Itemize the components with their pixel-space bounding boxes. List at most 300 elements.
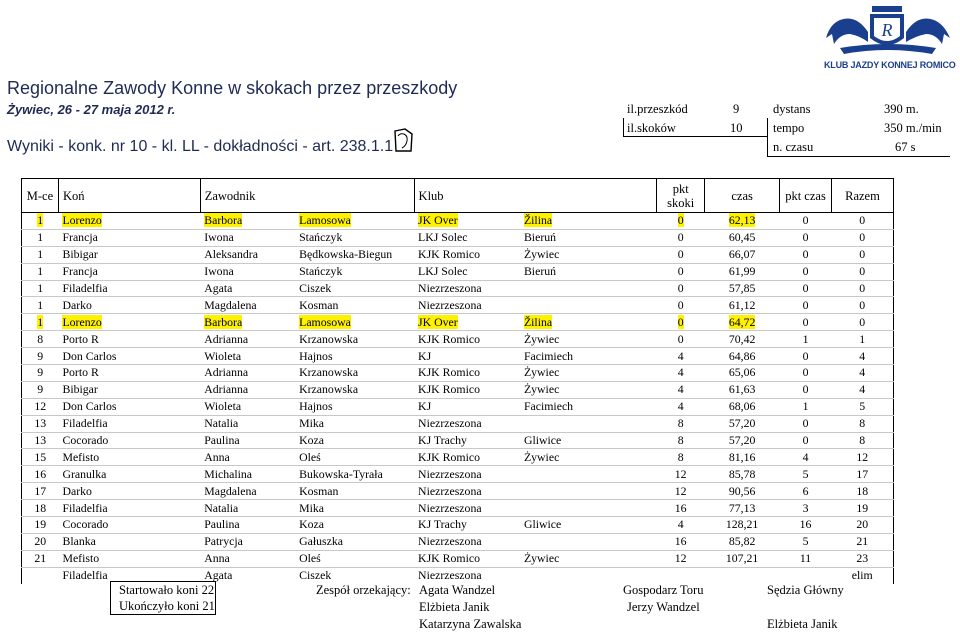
- club-city-cell: [520, 466, 657, 483]
- time-points-cell: [780, 567, 832, 583]
- horse-cell: [58, 466, 200, 483]
- time-cell: [705, 348, 780, 365]
- rider-first-name: Iwona: [204, 230, 234, 245]
- rider-first-name: Adrianna: [204, 365, 249, 380]
- horse: Darko: [62, 297, 92, 312]
- club-city-cell: [520, 500, 657, 517]
- club-name: KJ Trachy: [418, 433, 467, 448]
- rider-first-name: Natalia: [204, 500, 239, 515]
- col-pkt-jumps: pkt skoki: [657, 179, 705, 213]
- time: 85,82: [728, 534, 756, 549]
- time-cell: [705, 415, 780, 432]
- horse-cell: [58, 331, 200, 348]
- jump-points-cell: [657, 348, 705, 365]
- place-cell: [22, 213, 59, 230]
- place: 9: [37, 382, 44, 397]
- rider-first-name-cell: [200, 365, 295, 382]
- club-city: Žilina: [523, 314, 553, 329]
- horse-cell: [58, 246, 200, 263]
- rider-last-name: Ciszek: [299, 568, 332, 583]
- time-points-cell: [780, 415, 832, 432]
- club-city: Żywiec: [523, 365, 560, 380]
- jump-points: 12: [674, 551, 687, 566]
- col-time: czas: [705, 179, 780, 213]
- rider-last-name: Stańczyk: [299, 230, 343, 245]
- jump-points: 4: [677, 348, 684, 363]
- total: 0: [859, 281, 866, 295]
- rider-first-name: Michalina: [204, 466, 253, 481]
- jump-points-cell: [657, 314, 705, 331]
- club-city-cell: [520, 297, 657, 314]
- rider-last-name: Krzanowska: [299, 331, 359, 346]
- jump-points-cell: [657, 483, 705, 500]
- tempo-value: 350 m./min: [884, 121, 942, 135]
- table-row: [22, 449, 894, 466]
- rider-first-name-cell: [200, 517, 295, 534]
- rider-first-name: Magdalena: [204, 297, 257, 312]
- place: 21: [34, 551, 47, 566]
- place-cell: [22, 331, 59, 348]
- distance-label: dystans: [773, 102, 811, 116]
- place: 19: [34, 517, 47, 532]
- horse-cell: [58, 415, 200, 432]
- jump-points: 8: [677, 416, 684, 431]
- time-cell: [705, 246, 780, 263]
- chief-judge-name: Elżbieta Janik: [767, 617, 838, 631]
- club-name: KJK Romico: [418, 551, 480, 566]
- rider-first-name-cell: [200, 483, 295, 500]
- total-cell: [831, 213, 893, 230]
- club-name-cell: [414, 280, 520, 297]
- club-name-cell: [414, 246, 520, 263]
- time-cell: [705, 365, 780, 382]
- rider-last-name: Lamosowa: [299, 213, 351, 228]
- place-cell: [22, 348, 59, 365]
- total: 0: [859, 213, 866, 228]
- rider-first-name-cell: [200, 500, 295, 517]
- total-cell: [831, 297, 893, 314]
- rider-first-name-cell: [200, 246, 295, 263]
- place: 8: [37, 331, 44, 346]
- jump-points-cell: [657, 365, 705, 382]
- rider-first-name: Adrianna: [204, 382, 249, 397]
- table-row: [22, 297, 894, 314]
- place: 1: [37, 247, 44, 262]
- distance-value: 390 m.: [884, 102, 919, 116]
- time-points-cell: [780, 213, 832, 230]
- club-city-cell: [520, 365, 657, 382]
- club-city-cell: [520, 398, 657, 415]
- jump-points-cell: [657, 263, 705, 280]
- club-name-cell: [414, 348, 520, 365]
- jump-points: 16: [674, 500, 687, 515]
- horse-cell: [58, 280, 200, 297]
- club-city-cell: [520, 449, 657, 466]
- horse: Darko: [62, 483, 92, 498]
- rider-first-name: Patrycja: [204, 534, 243, 549]
- table-row: [22, 263, 894, 280]
- jump-points: 0: [677, 314, 684, 329]
- page-title: Regionalne Zawody Konne w skokach przez przeszkody: [7, 78, 458, 98]
- time-points: 0: [802, 247, 809, 262]
- rider-last-name: Lamosowa: [299, 314, 351, 329]
- time-points-cell: [780, 263, 832, 280]
- rider-last-name-cell: [295, 331, 414, 348]
- time: 90,56: [728, 483, 756, 498]
- time: 57,85: [728, 281, 756, 295]
- col-club: Klub: [414, 179, 657, 213]
- horse-cell: [58, 500, 200, 517]
- horse-count-box: [110, 581, 216, 615]
- club-city-cell: [520, 567, 657, 583]
- jump-points: 0: [677, 281, 684, 295]
- time: 57,20: [728, 416, 756, 431]
- club-city-cell: [520, 533, 657, 550]
- time-points: 11: [799, 551, 812, 566]
- time: 81,16: [728, 449, 756, 464]
- time: 70,42: [728, 331, 756, 346]
- time-cell: [705, 517, 780, 534]
- place-cell: [22, 567, 59, 583]
- club-city: Żywiec: [523, 449, 560, 464]
- jump-points: 8: [677, 433, 684, 448]
- club-name: Niezrzeszona: [418, 281, 482, 295]
- horse: Cocorado: [62, 433, 109, 448]
- total-cell: [831, 415, 893, 432]
- table-row: [22, 483, 894, 500]
- rider-last-name: Bukowska-Tyrała: [299, 466, 383, 481]
- time-cell: [705, 500, 780, 517]
- col-horse: Koń: [58, 179, 200, 213]
- time-points-cell: [780, 314, 832, 331]
- horse: Mefisto: [62, 449, 100, 464]
- svg-text:R: R: [881, 20, 893, 40]
- club-name-cell: [414, 466, 520, 483]
- total-cell: [831, 280, 893, 297]
- horse-cell: [58, 381, 200, 398]
- time: 64,72: [728, 314, 756, 329]
- tempo-label: tempo: [773, 121, 805, 135]
- club-city-cell: [520, 550, 657, 567]
- logo-text: KLUB JAZDY KONNEJ ROMICO: [824, 60, 956, 70]
- place-cell: [22, 415, 59, 432]
- rider-last-name-cell: [295, 466, 414, 483]
- rider-last-name-cell: [295, 533, 414, 550]
- jump-points: 4: [677, 382, 684, 397]
- jury-label: Zespół orzekający:: [316, 583, 411, 597]
- rider-first-name: Paulina: [204, 517, 240, 532]
- place-cell: [22, 500, 59, 517]
- rider-first-name: Wioleta: [204, 399, 242, 414]
- jump-points-cell: [657, 213, 705, 230]
- club-name-cell: [414, 365, 520, 382]
- club-city: Žilina: [523, 213, 553, 228]
- results-table: [21, 178, 894, 584]
- total-cell: [831, 398, 893, 415]
- table-row: [22, 500, 894, 517]
- time-cell: [705, 432, 780, 449]
- place: 1: [37, 314, 44, 329]
- total: 1: [859, 331, 866, 346]
- rider-last-name-cell: [295, 483, 414, 500]
- time-cell: [705, 398, 780, 415]
- place-cell: [22, 280, 59, 297]
- rider-first-name-cell: [200, 314, 295, 331]
- rider-first-name-cell: [200, 550, 295, 567]
- time-points-cell: [780, 432, 832, 449]
- rider-first-name-cell: [200, 331, 295, 348]
- total: 8: [859, 433, 866, 448]
- jump-points-cell: [657, 449, 705, 466]
- jump-points: 0: [677, 331, 684, 346]
- club-city-cell: [520, 280, 657, 297]
- jump-points-cell: [657, 432, 705, 449]
- club-name: Niezrzeszona: [418, 483, 482, 498]
- rider-first-name-cell: [200, 229, 295, 246]
- club-name: Niezrzeszona: [418, 466, 482, 481]
- total-cell: [831, 483, 893, 500]
- club-name: Niezrzeszona: [418, 568, 482, 583]
- time-points: 3: [802, 500, 809, 515]
- horse: Filadelfia: [62, 500, 108, 515]
- place: 1: [37, 213, 44, 228]
- table-row: [22, 213, 894, 230]
- rider-last-name: Kosman: [299, 483, 339, 498]
- club-name-cell: [414, 297, 520, 314]
- place-cell: [22, 365, 59, 382]
- time-points: 0: [802, 297, 809, 312]
- chief-judge-label: Sędzia Główny: [767, 583, 844, 597]
- club-city: Żywiec: [523, 247, 560, 262]
- total: 0: [859, 297, 866, 312]
- time-points-cell: [780, 550, 832, 567]
- jumps-value: 10: [730, 121, 743, 135]
- club-city: Żywiec: [523, 331, 560, 346]
- rider-first-name-cell: [200, 432, 295, 449]
- rider-last-name: Krzanowska: [299, 382, 359, 397]
- time: 68,06: [728, 399, 756, 414]
- time-points-cell: [780, 500, 832, 517]
- rider-last-name-cell: [295, 550, 414, 567]
- jump-points: 4: [677, 517, 684, 532]
- time-points: 1: [802, 331, 809, 346]
- total: 0: [859, 314, 866, 329]
- jump-points: 12: [674, 466, 687, 481]
- rider-last-name: Koza: [299, 517, 324, 532]
- rider-first-name: Agata: [204, 281, 233, 295]
- jump-points-cell: [657, 381, 705, 398]
- rider-last-name-cell: [295, 280, 414, 297]
- club-city-cell: [520, 517, 657, 534]
- time: 64,86: [728, 348, 756, 363]
- time: 60,45: [728, 230, 756, 245]
- place: 1: [37, 297, 44, 312]
- club-city: Bieruń: [523, 264, 557, 279]
- time-cell: [705, 567, 780, 583]
- rider-first-name-cell: [200, 533, 295, 550]
- time-cell: [705, 550, 780, 567]
- rider-last-name-cell: [295, 567, 414, 583]
- obstacles-label: il.przeszkód: [627, 102, 688, 116]
- club-city: Bieruń: [523, 230, 557, 245]
- total: 5: [859, 399, 866, 414]
- time-points: 0: [802, 365, 809, 380]
- rider-last-name-cell: [295, 229, 414, 246]
- col-total: Razem: [831, 179, 893, 213]
- club-name-cell: [414, 263, 520, 280]
- rider-last-name-cell: [295, 517, 414, 534]
- total: 8: [859, 416, 866, 431]
- time-points-cell: [780, 331, 832, 348]
- horse: Filadelfia: [62, 281, 108, 295]
- total: 0: [859, 230, 866, 245]
- place: 17: [34, 483, 47, 498]
- total: 4: [859, 348, 866, 363]
- time: 61,63: [728, 382, 756, 397]
- total-cell: [831, 246, 893, 263]
- club-name-cell: [414, 517, 520, 534]
- rider-first-name-cell: [200, 449, 295, 466]
- rider-last-name: Mika: [299, 416, 325, 431]
- time: 62,13: [728, 213, 756, 228]
- horse: Granulka: [62, 466, 107, 481]
- jury-member-1: Agata Wandzel: [419, 583, 496, 597]
- time-points: 0: [802, 416, 809, 431]
- total-cell: [831, 229, 893, 246]
- rider-first-name: Adrianna: [204, 331, 249, 346]
- rider-first-name: Anna: [204, 551, 230, 566]
- place: 18: [34, 500, 47, 515]
- rider-first-name-cell: [200, 213, 295, 230]
- rider-first-name: Wioleta: [204, 348, 242, 363]
- club-name: Niezrzeszona: [418, 297, 482, 312]
- horse: Francja: [62, 264, 98, 279]
- time-points-cell: [780, 466, 832, 483]
- club-city-cell: [520, 314, 657, 331]
- time-cell: [705, 466, 780, 483]
- rider-first-name: Barbora: [204, 314, 243, 329]
- table-row: [22, 517, 894, 534]
- rider-last-name: Kosman: [299, 297, 339, 312]
- rider-last-name: Ciszek: [299, 281, 332, 295]
- rider-first-name-cell: [200, 280, 295, 297]
- horse-cell: [58, 449, 200, 466]
- jump-points-cell: [657, 517, 705, 534]
- club-name: KJK Romico: [418, 365, 480, 380]
- time-points: 4: [802, 449, 809, 464]
- rider-first-name: Magdalena: [204, 483, 257, 498]
- jumps-label: il.skoków: [627, 121, 676, 135]
- time-points: 0: [802, 348, 809, 363]
- time: 128,21: [725, 517, 759, 532]
- table-row: [22, 348, 894, 365]
- horse-cell: [58, 517, 200, 534]
- time-points-cell: [780, 533, 832, 550]
- club-logo: [820, 4, 956, 72]
- total-cell: [831, 517, 893, 534]
- rider-last-name: Oleś: [299, 551, 321, 566]
- total: 0: [859, 247, 866, 262]
- club-city-cell: [520, 348, 657, 365]
- horse: Filadelfia: [62, 568, 108, 583]
- time-points-cell: [780, 449, 832, 466]
- total: 18: [856, 483, 869, 498]
- club-name-cell: [414, 331, 520, 348]
- time-cell: [705, 263, 780, 280]
- club-name: KJ: [418, 348, 432, 363]
- total: 17: [856, 466, 869, 481]
- time-cell: [705, 213, 780, 230]
- total-cell: [831, 466, 893, 483]
- club-city-cell: [520, 246, 657, 263]
- club-city: Gliwice: [523, 433, 562, 448]
- total-cell: [831, 500, 893, 517]
- rider-last-name: Stańczyk: [299, 264, 343, 279]
- rider-last-name: Gałuszka: [299, 534, 344, 549]
- rider-last-name-cell: [295, 365, 414, 382]
- rider-last-name: Koza: [299, 433, 324, 448]
- club-name: JK Over: [418, 314, 458, 329]
- rider-last-name-cell: [295, 381, 414, 398]
- total: 23: [856, 551, 869, 566]
- horse: Porto R: [62, 331, 99, 346]
- rider-last-name-cell: [295, 348, 414, 365]
- club-name: KJK Romico: [418, 331, 480, 346]
- time-points-cell: [780, 246, 832, 263]
- time-points: 5: [802, 534, 809, 549]
- place: 20: [34, 534, 47, 549]
- col-place: M-ce: [22, 179, 59, 213]
- time-points: 0: [802, 314, 809, 329]
- club-name: Niezrzeszona: [418, 534, 482, 549]
- time-cell: [705, 381, 780, 398]
- time-points-cell: [780, 517, 832, 534]
- time-points: 0: [802, 382, 809, 397]
- horse-cell: [58, 533, 200, 550]
- jump-points: 16: [674, 534, 687, 549]
- club-name-cell: [414, 449, 520, 466]
- club-name-cell: [414, 213, 520, 230]
- rider-last-name-cell: [295, 432, 414, 449]
- table-row: [22, 229, 894, 246]
- time: 65,06: [728, 365, 756, 380]
- place-cell: [22, 246, 59, 263]
- horse-cell: [58, 263, 200, 280]
- rider-last-name-cell: [295, 398, 414, 415]
- time: 77,13: [728, 500, 756, 515]
- jump-points-cell: [657, 466, 705, 483]
- horse-cell: [58, 432, 200, 449]
- club-name-cell: [414, 567, 520, 583]
- time: 107,21: [725, 551, 759, 566]
- jump-points: 12: [674, 483, 687, 498]
- table-row: [22, 550, 894, 567]
- event-date: Żywiec, 26 - 27 maja 2012 r.: [7, 102, 176, 117]
- time-cell: [705, 314, 780, 331]
- col-rider: Zawodnik: [200, 179, 414, 213]
- rider-first-name: Anna: [204, 449, 230, 464]
- club-name: LKJ Solec: [418, 264, 468, 279]
- jump-points-cell: [657, 246, 705, 263]
- rider-last-name-cell: [295, 500, 414, 517]
- place-cell: [22, 229, 59, 246]
- place-cell: [22, 449, 59, 466]
- time-points: 0: [802, 213, 809, 228]
- rider-first-name-cell: [200, 297, 295, 314]
- jump-points: 0: [677, 247, 684, 262]
- total-cell: [831, 567, 893, 583]
- course-designer-name: Jerzy Wandzel: [627, 600, 700, 614]
